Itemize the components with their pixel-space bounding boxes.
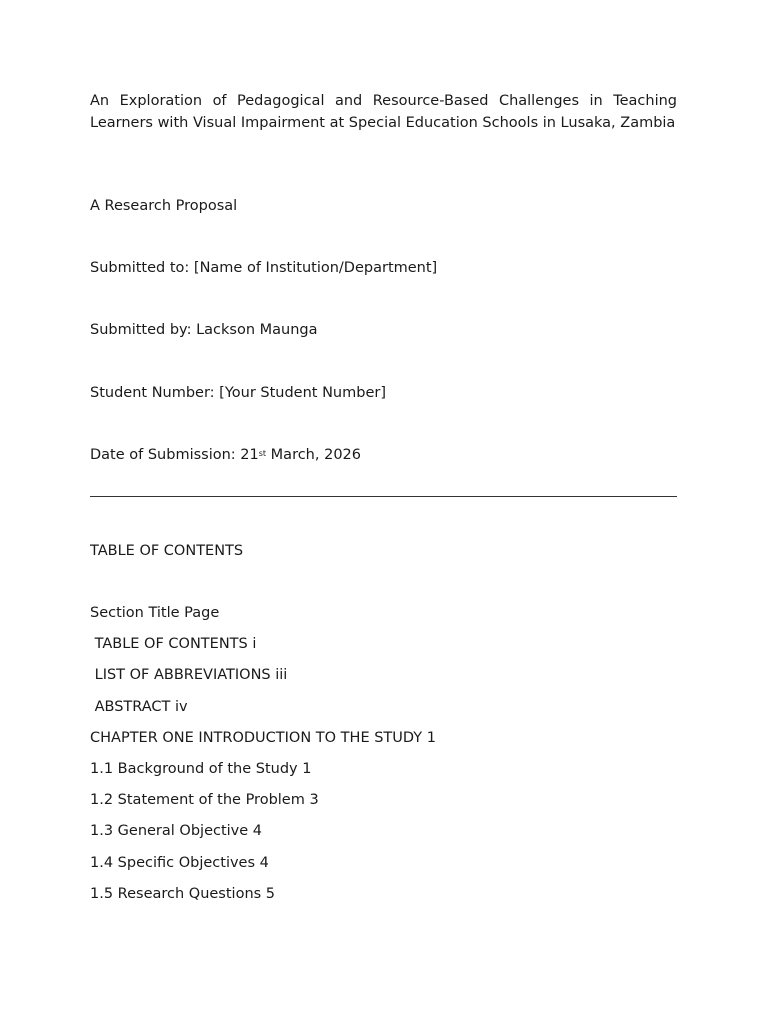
toc-entry: 1.4 Specific Objectives 4 — [90, 854, 269, 871]
submitted-by: Submitted by: Lackson Maunga — [90, 322, 318, 338]
toc-entry: 1.2 Statement of the Problem 3 — [90, 792, 319, 809]
submitted-to: Submitted to: [Name of Institution/Department] — [90, 260, 438, 276]
document-title: An Exploration of Pedagogical and Resource-Based Challenges in Teaching Learners with Visual Impairment at Special Education Schools in Lusaka, Zambia — [90, 93, 677, 131]
toc-entry: CHAPTER ONE INTRODUCTION TO THE STUDY 1 — [90, 729, 436, 746]
horizontal-rule — [90, 496, 677, 497]
toc-entry: 1.3 General Objective 4 — [90, 823, 263, 840]
document-page — [90, 0, 677, 1024]
toc-entry: 1.5 Research Questions 5 — [90, 885, 276, 902]
toc-entry: LIST OF ABBREVIATIONS iii — [90, 667, 288, 684]
student-number: Student Number: [Your Student Number] — [90, 385, 386, 401]
document-subtitle: A Research Proposal — [90, 198, 238, 214]
submission-date-prefix: Date of Submission: 21 — [90, 447, 259, 463]
submission-date-suffix: March, 2026 — [266, 447, 361, 463]
toc-entry: 1.1 Background of the Study 1 — [90, 760, 312, 777]
toc-entry: TABLE OF CONTENTS i — [90, 636, 257, 653]
toc-heading: TABLE OF CONTENTS — [90, 543, 244, 559]
toc-list — [90, 603, 436, 915]
toc-entry: ABSTRACT iv — [90, 698, 188, 715]
submission-date — [90, 445, 361, 465]
submission-date-ordinal: st — [258, 449, 267, 458]
toc-entry: Section Title Page — [90, 605, 220, 621]
